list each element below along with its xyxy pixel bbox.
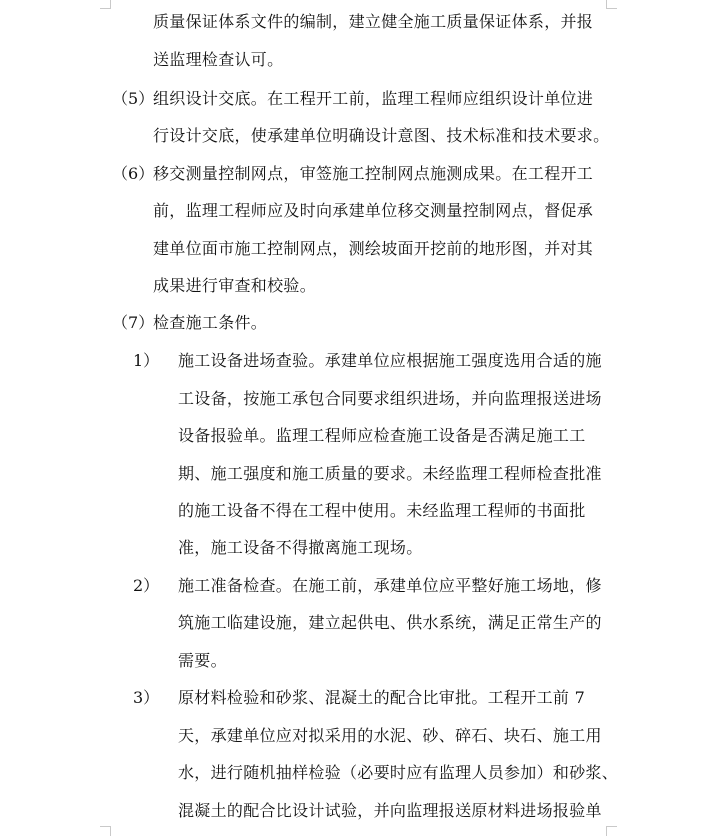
text-line: 送监理检查认可。	[153, 50, 284, 69]
text-line: 天，承建单位应对拟采用的水泥、砂、碎石、块石、施工用	[178, 726, 602, 745]
text-line: 原材料检验和砂浆、混凝土的配合比审批。工程开工前 7	[178, 688, 586, 707]
text-line: 组织设计交底。在工程开工前，监理工程师应组织设计单位进	[153, 89, 594, 108]
page-corner-mark	[606, 0, 617, 9]
text-line: 施工准备检查。在施工前，承建单位应平整好施工场地，修	[178, 576, 602, 595]
page-corner-mark	[100, 0, 111, 9]
text-line: 移交测量控制网点，审签施工控制网点施测成果。在工程开工	[153, 164, 594, 183]
text-line: 前，监理工程师应及时向承建单位移交测量控制网点，督促承	[153, 201, 594, 220]
text-line: 水，进行随机抽样检验（必要时应有监理人员参加）和砂浆、	[178, 763, 619, 782]
text-line: 的施工设备不得在工程中使用。未经监理工程师的书面批	[178, 501, 586, 520]
list-item-number: （5）	[112, 89, 155, 108]
text-line: 建单位面市施工控制网点，测绘坡面开挖前的地形图，并对其	[153, 239, 594, 258]
text-line: 行设计交底，使承建单位明确设计意图、技术标准和技术要求。	[153, 126, 610, 145]
text-line: 设备报验单。监理工程师应检查施工设备是否满足施工工	[178, 426, 586, 445]
text-line: 准，施工设备不得撤离施工现场。	[178, 538, 423, 557]
text-line: 混凝土的配合比设计试验，并向监理报送原材料进场报验单	[178, 801, 602, 820]
text-line: 质量保证体系文件的编制，建立健全施工质量保证体系，并报	[153, 12, 594, 31]
list-item-number: （6）	[112, 164, 155, 183]
text-line: 检查施工条件。	[153, 313, 268, 332]
text-line: 成果进行审查和校验。	[153, 276, 317, 295]
text-line: 筑施工临建设施，建立起供电、供水系统，满足正常生产的	[178, 613, 602, 632]
sub-item-number: 3）	[133, 688, 160, 707]
text-line: 期、施工强度和施工质量的要求。未经监理工程师检查批准	[178, 464, 602, 483]
sub-item-number: 2）	[133, 576, 160, 595]
list-item-number: （7）	[112, 313, 155, 332]
text-line: 工设备，按施工承包合同要求组织进场，并向监理报送进场	[178, 389, 602, 408]
text-line: 施工设备进场查验。承建单位应根据施工强度选用合适的施	[178, 351, 602, 370]
sub-item-number: 1）	[133, 351, 160, 370]
text-line: 需要。	[178, 651, 227, 670]
